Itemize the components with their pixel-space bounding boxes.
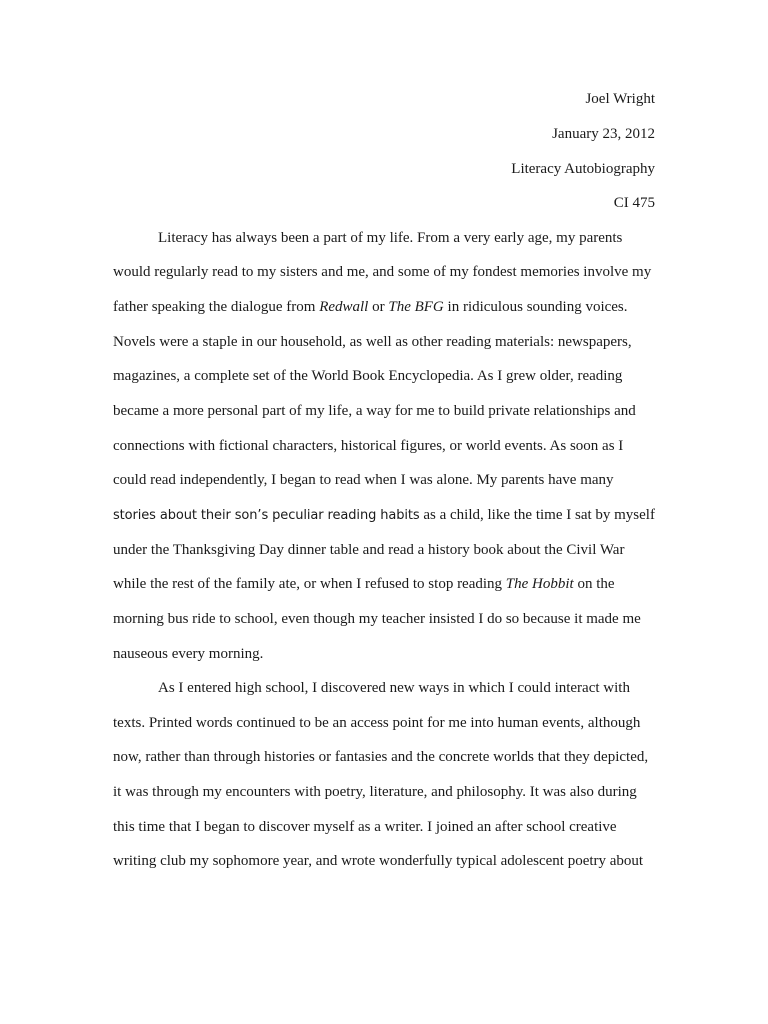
body-line: magazines, a complete set of the World Book Encyclopedia. As I grew older, reading	[113, 368, 623, 384]
body-line: nauseous every morning.	[113, 646, 264, 662]
body-line: Literacy has always been a part of my life. From a very early age, my parents	[158, 230, 623, 246]
course-number: CI 475	[613, 195, 655, 211]
body-line: texts. Printed words continued to be an access point for me into human events, although	[113, 715, 641, 731]
body-line: As I entered high school, I discovered new ways in which I could interact with	[158, 680, 630, 696]
author-name: Joel Wright	[585, 91, 655, 107]
text-run: while the rest of the family ate, or when I refused to stop reading	[113, 576, 506, 592]
text-run: father speaking the dialogue from	[113, 299, 320, 315]
body-line: would regularly read to my sisters and me, and some of my fondest memories involve my	[113, 264, 652, 280]
document-date: January 23, 2012	[552, 126, 655, 142]
body-line: connections with fictional characters, historical figures, or world events. As soon as I	[113, 438, 624, 454]
body-line: it was through my encounters with poetry, literature, and philosophy. It was also during	[113, 784, 637, 800]
body-line: under the Thanksgiving Day dinner table and read a history book about the Civil War	[113, 542, 625, 558]
text-run: in ridiculous sounding voices.	[443, 299, 628, 315]
body-line: this time that I began to discover myself as a writer. I joined an after school creative	[113, 819, 617, 835]
body-line	[113, 575, 615, 593]
italic-title-hobbit: The Hobbit	[505, 576, 574, 592]
body-line	[113, 506, 655, 525]
document-title: Literacy Autobiography	[511, 161, 655, 177]
text-run-alt-font: stories about their son’s peculiar reading habits	[113, 508, 420, 523]
body-line: writing club my sophomore year, and wrote wonderfully typical adolescent poetry about	[113, 853, 644, 869]
text-run: as a child, like the time I sat by myself	[419, 507, 655, 523]
italic-title-bfg: The BFG	[388, 299, 444, 315]
text-run: or	[368, 299, 389, 315]
body-line	[113, 298, 628, 316]
body-line: Novels were a staple in our household, as well as other reading materials: newspapers,	[113, 334, 632, 350]
body-line: morning bus ride to school, even though my teacher insisted I do so because it made me	[113, 611, 641, 627]
text-run: on the	[573, 576, 615, 592]
italic-title-redwall: Redwall	[319, 299, 369, 315]
body-line: now, rather than through histories or fantasies and the concrete worlds that they depicted,	[113, 749, 649, 765]
body-line: could read independently, I began to read when I was alone. My parents have many	[113, 472, 614, 488]
body-line: became a more personal part of my life, a way for me to build private relationships and	[113, 403, 636, 419]
